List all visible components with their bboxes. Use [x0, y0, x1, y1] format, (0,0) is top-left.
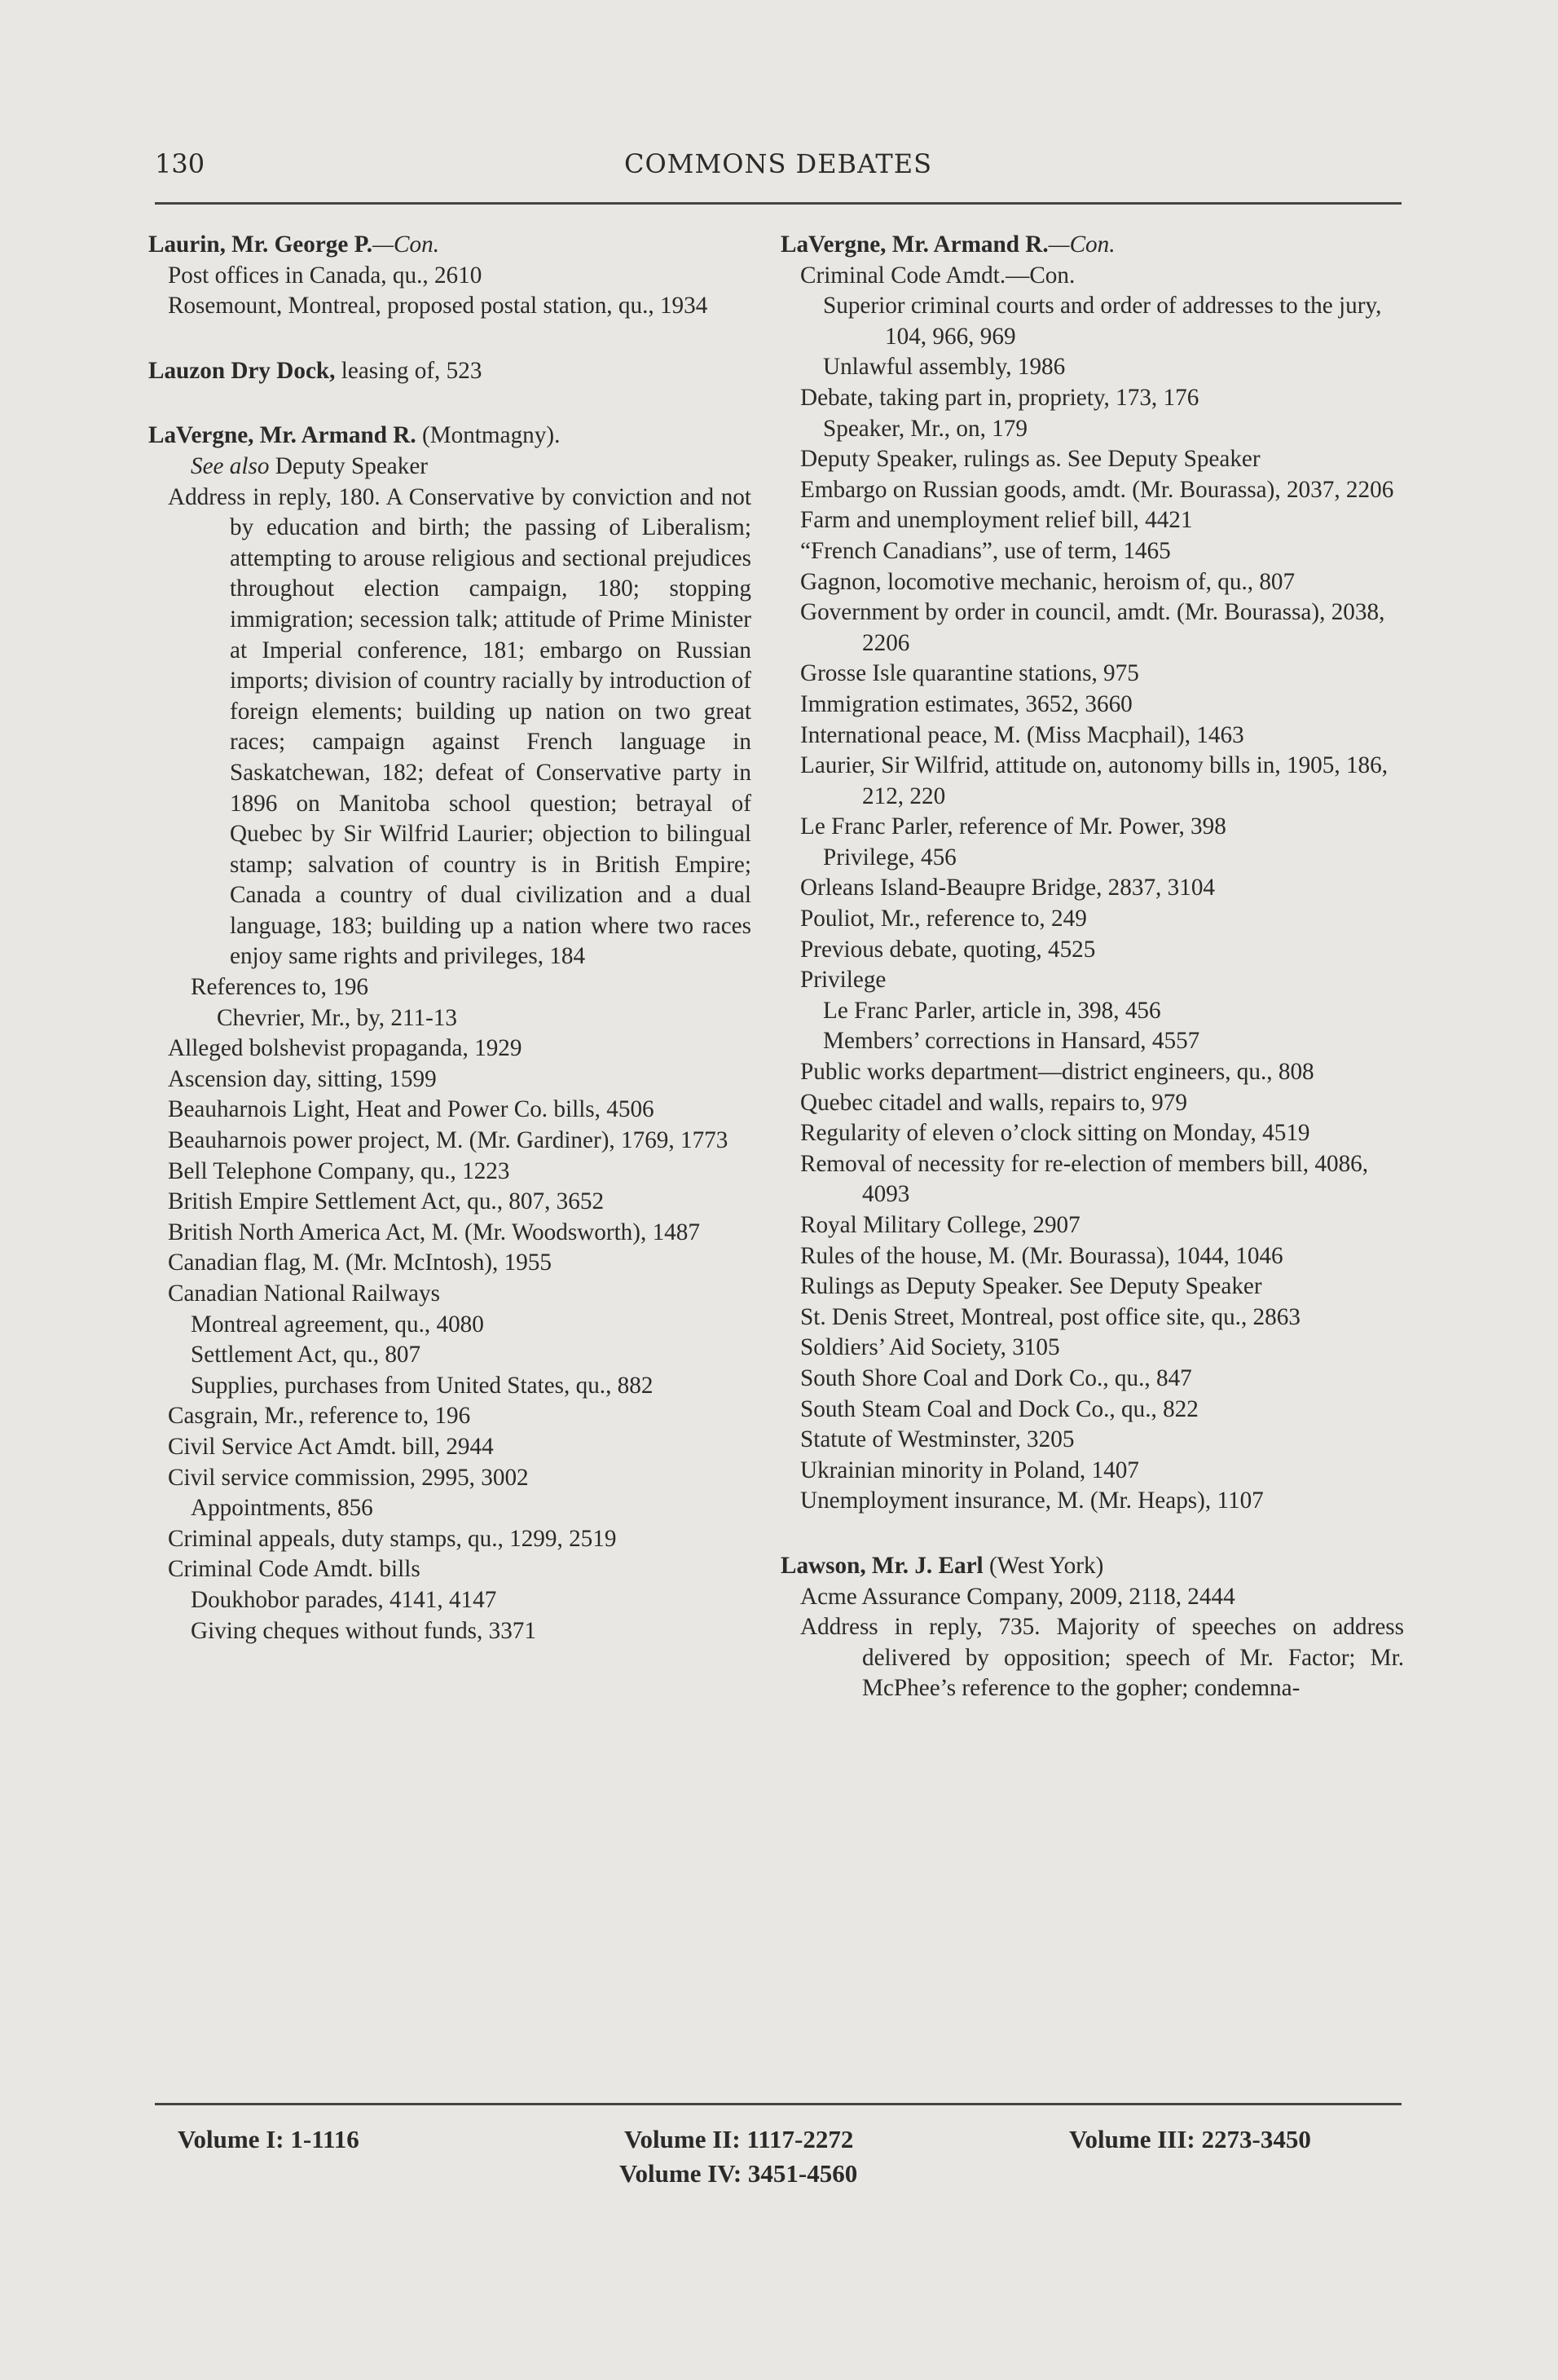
see-also-label: See also: [191, 452, 270, 479]
index-entry: Grosse Isle quarantine stations, 975: [800, 660, 1139, 687]
heading-detail: leasing of, 523: [335, 357, 482, 384]
index-entry: Settlement Act, qu., 807: [191, 1342, 421, 1368]
volume-3-range: Volume III: 2273-3450: [1069, 2125, 1311, 2153]
index-heading: [148, 356, 751, 387]
index-entry: Unemployment insurance, M. (Mr. Heaps), 1107: [800, 1488, 1264, 1514]
heading-name: LaVergne, Mr. Armand R.: [148, 422, 416, 449]
index-entry: Government by order in council, amdt. (Mr. Bourassa), 2038, 2206: [800, 599, 1385, 656]
index-entry: South Steam Coal and Dock Co., qu., 822: [800, 1395, 1199, 1422]
volume-footer: [155, 2122, 1402, 2204]
index-entry: Criminal Code Amdt.—Con.: [800, 262, 1076, 289]
index-entry: Beauharnois power project, M. (Mr. Gardiner), 1769, 1773: [168, 1127, 728, 1154]
index-entry: Public works department—district engineers, qu., 808: [800, 1059, 1314, 1086]
index-entry: Speaker, Mr., on, 179: [823, 415, 1028, 442]
index-heading: [148, 230, 751, 261]
index-entry: Beauharnois Light, Heat and Power Co. bills, 4506: [168, 1096, 654, 1123]
see-also-target: Deputy Speaker: [269, 452, 428, 479]
footer-rule: [155, 2103, 1402, 2105]
index-entry: Criminal Code Amdt. bills: [168, 1556, 420, 1583]
index-entry: Acme Assurance Company, 2009, 2118, 2444: [800, 1583, 1235, 1610]
index-entry: Le Franc Parler, article in, 398, 456: [823, 997, 1161, 1024]
index-entry: Debate, taking part in, propriety, 173, 176: [800, 384, 1199, 411]
index-entry: Royal Military College, 2907: [800, 1212, 1080, 1238]
index-entry: [148, 452, 751, 483]
index-entry: Quebec citadel and walls, repairs to, 979: [800, 1089, 1187, 1116]
index-entry: Casgrain, Mr., reference to, 196: [168, 1403, 471, 1430]
index-entry: Removal of necessity for re-election of members bill, 4086, 4093: [800, 1150, 1369, 1208]
index-entry: Appointments, 856: [191, 1495, 373, 1522]
volume-4-range: Volume IV: 3451-4560: [619, 2159, 858, 2188]
index-entry: Pouliot, Mr., reference to, 249: [800, 906, 1087, 932]
index-entry: St. Denis Street, Montreal, post office site, qu., 2863: [800, 1303, 1301, 1330]
heading-name: Lawson, Mr. J. Earl: [781, 1552, 984, 1579]
index-entry: “French Canadians”, use of term, 1465: [800, 537, 1171, 564]
index-entry: Rules of the house, M. (Mr. Bourassa), 1044, 1046: [800, 1242, 1283, 1269]
index-entry: British North America Act, M. (Mr. Woodsworth), 1487: [168, 1219, 700, 1245]
index-entry: Soldiers’ Aid Society, 3105: [800, 1334, 1060, 1361]
volume-1-range: Volume I: 1-1116: [178, 2125, 359, 2153]
index-entry: International peace, M. (Miss Macphail), 1463: [800, 721, 1244, 748]
index-entry: Members’ corrections in Hansard, 4557: [823, 1028, 1200, 1055]
index-entry: Alleged bolshevist propaganda, 1929: [168, 1035, 522, 1062]
volume-2-range: Volume II: 1117-2272: [624, 2125, 854, 2153]
index-heading: [781, 1551, 1404, 1582]
index-heading: [781, 230, 1404, 261]
continued-marker: —Con.: [372, 231, 440, 258]
index-entry: Supplies, purchases from United States, qu., 882: [191, 1372, 654, 1399]
index-entry: Rulings as Deputy Speaker. See Deputy Speaker: [800, 1273, 1262, 1300]
index-entry: Embargo on Russian goods, amdt. (Mr. Bourassa), 2037, 2206: [800, 476, 1394, 503]
index-entry: Superior criminal courts and order of addresses to the jury, 104, 966, 969: [823, 293, 1382, 350]
index-entry: Ascension day, sitting, 1599: [168, 1065, 437, 1092]
index-entry: Chevrier, Mr., by, 211-13: [217, 1004, 457, 1031]
index-entry: Gagnon, locomotive mechanic, heroism of, qu., 807: [800, 568, 1296, 595]
index-entry: Doukhobor parades, 4141, 4147: [191, 1586, 497, 1613]
heading-detail: (Montmagny).: [416, 422, 561, 449]
index-entry: Previous debate, quoting, 4525: [800, 936, 1096, 963]
index-entry: Giving cheques without funds, 3371: [191, 1617, 536, 1644]
index-entry: South Shore Coal and Dork Co., qu., 847: [800, 1364, 1192, 1391]
index-entry: Farm and unemployment relief bill, 4421: [800, 507, 1193, 534]
running-title: COMMONS DEBATES: [623, 148, 933, 179]
index-entry: Address in reply, 180. A Conservative by conviction and not by education and birth; the passing of Liberalism; attempting to arouse religious and sectional prejudices throughout election campaign, 180; stopping immigration; secession talk; attitude of Prime Minister at Imperial conference, 181; embargo on Russian imports; division of country racially by introduction of foreign elements; building up nation on two great races; campaign against French language in Saskatchewan, 182; defeat of Conservative party in 1896 on Manitoba school question; betrayal of Quebec by Sir Wilfrid Laurier; objection to bilingual stamp; salvation of country is in British Empire; Canada a country of dual civilization and a dual language, 183; building up a nation where two races enjoy same rights and privileges, 184: [168, 483, 751, 970]
index-heading: [148, 421, 751, 452]
index-entry: British Empire Settlement Act, qu., 807, 3652: [168, 1188, 605, 1215]
page-number: 130: [155, 148, 205, 179]
index-entry: Rosemount, Montreal, proposed postal station, qu., 1934: [168, 293, 708, 320]
index-entry: Immigration estimates, 3652, 3660: [800, 690, 1133, 717]
index-entry: Orleans Island-Beaupre Bridge, 2837, 3104: [800, 875, 1216, 901]
index-entry: Canadian flag, M. (Mr. McIntosh), 1955: [168, 1250, 552, 1276]
page-header: [155, 148, 1402, 189]
right-column: [781, 230, 1404, 1704]
index-entry: Deputy Speaker, rulings as. See Deputy Speaker: [800, 446, 1261, 473]
index-entry: Bell Telephone Company, qu., 1223: [168, 1157, 510, 1184]
index-entry: Privilege: [800, 967, 887, 994]
index-entry: Criminal appeals, duty stamps, qu., 1299, 2519: [168, 1525, 617, 1552]
index-entry: Post offices in Canada, qu., 2610: [168, 262, 482, 289]
index-entry: Privilege, 456: [823, 844, 957, 870]
index-entry: Statute of Westminster, 3205: [800, 1426, 1075, 1453]
heading-name: Lauzon Dry Dock,: [148, 357, 336, 384]
heading-name: Laurin, Mr. George P.: [148, 231, 373, 258]
index-entry: Regularity of eleven o’clock sitting on Monday, 4519: [800, 1120, 1310, 1147]
index-entry: References to, 196: [191, 974, 369, 1001]
left-column: [148, 230, 751, 1646]
index-entry: Civil Service Act Amdt. bill, 2944: [168, 1433, 494, 1460]
heading-detail: (West York): [983, 1552, 1104, 1579]
index-entry: Unlawful assembly, 1986: [823, 354, 1066, 381]
index-entry: Address in reply, 735. Majority of speeches on address delivered by opposition; speech of Mr. Factor; Mr. McPhee’s reference to the gopher; condemna-: [800, 1614, 1404, 1702]
index-entry: Ukrainian minority in Poland, 1407: [800, 1457, 1139, 1483]
index-entry: Canadian National Railways: [168, 1280, 440, 1307]
index-entry: Laurier, Sir Wilfrid, attitude on, autonomy bills in, 1905, 186, 212, 220: [800, 752, 1389, 809]
index-entry: Montreal agreement, qu., 4080: [191, 1311, 484, 1338]
index-entry: Civil service commission, 2995, 3002: [168, 1464, 529, 1491]
heading-name: LaVergne, Mr. Armand R.: [781, 231, 1049, 258]
header-rule: [155, 202, 1402, 205]
continued-marker: —Con.: [1048, 231, 1116, 258]
index-entry: Le Franc Parler, reference of Mr. Power, 398: [800, 813, 1226, 840]
